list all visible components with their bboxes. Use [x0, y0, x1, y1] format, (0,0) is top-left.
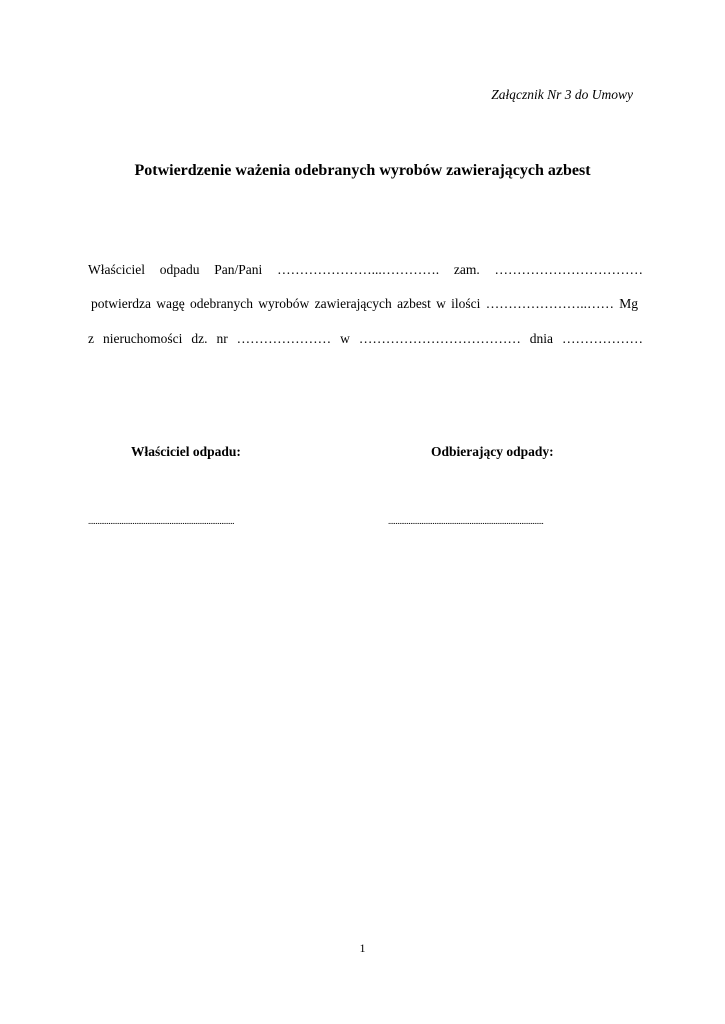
- page-number: 1: [359, 941, 366, 955]
- property-location-line: z nieruchomości dz. nr ………………… w ……………………………… dnia ………………: [88, 331, 643, 346]
- annex-label: Załącznik Nr 3 do Umowy: [491, 87, 633, 102]
- owner-signature-line: ...............................................................................: [88, 516, 235, 526]
- owner-signature-label: Właściciel odpadu:: [131, 444, 241, 459]
- weight-confirmation-line: potwierdza wagę odebranych wyrobów zawierających azbest w ilości …………………..…… Mg: [91, 296, 638, 311]
- owner-statement-line: Właściciel odpadu Pan/Pani …………………...…………. zam. ……………………………: [88, 262, 643, 277]
- collector-signature-line: ....................................................................................: [388, 516, 544, 526]
- collector-signature-label: Odbierający odpady:: [431, 444, 554, 459]
- document-title: Potwierdzenie ważenia odebranych wyrobów zawierających azbest: [134, 162, 591, 179]
